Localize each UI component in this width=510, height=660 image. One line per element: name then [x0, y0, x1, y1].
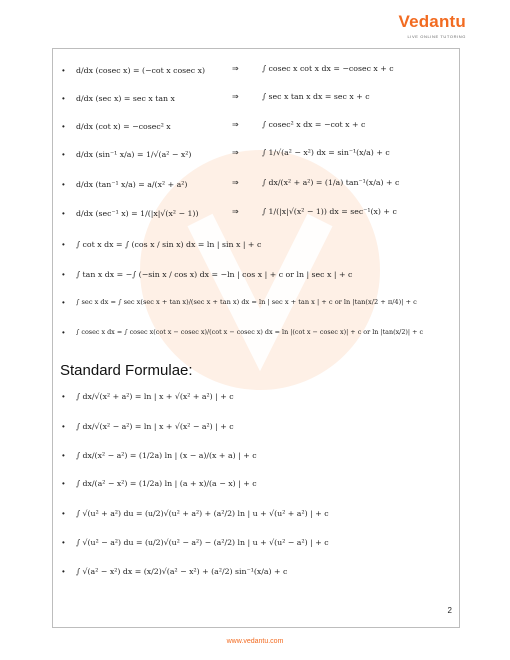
footer-link[interactable]: www.vedantu.com [226, 638, 284, 645]
implies-arrow-icon: ⇒ [232, 92, 239, 101]
bullet: • [62, 239, 65, 249]
implies-arrow-icon: ⇒ [232, 207, 239, 216]
bullet: • [62, 179, 65, 189]
formula-row [62, 471, 257, 495]
integral-row [62, 290, 417, 314]
standard-formula: ∫ √(u² + a²) du = (u/2)√(u² + a²) + (a²/2) ln | u + √(u² + a²) | + c [76, 508, 329, 518]
integral-formula: ∫ tan x dx = −∫ (−sin x / cos x) dx = −ln | cos x | + c or ln | sec x | + c [76, 269, 353, 279]
standard-formula: ∫ dx/√(x² − a²) = ln | x + √(x² − a²) | + c [76, 421, 234, 431]
bullet: • [62, 478, 65, 488]
formula-row [62, 559, 287, 583]
derivative-row [62, 172, 187, 196]
formula-row [62, 414, 234, 438]
bullet: • [62, 391, 65, 401]
bullet: • [62, 149, 65, 159]
bullet: • [62, 121, 65, 131]
derivative-lhs: d/dx (sec x) = sec x tan x [76, 93, 175, 103]
bullet: • [62, 450, 65, 460]
standard-formula: ∫ dx/√(x² + a²) = ln | x + √(x² + a²) | + c [76, 391, 234, 401]
derivative-lhs: d/dx (sec⁻¹ x) = 1/(|x|√(x² − 1)) [76, 208, 199, 218]
bullet: • [62, 65, 65, 75]
bullet: • [62, 93, 65, 103]
bullet: • [62, 297, 65, 307]
standard-formula: ∫ dx/(a² − x²) = (1/2a) ln | (a + x)/(a − x) | + c [76, 478, 257, 488]
integral-formula: ∫ sec x dx = ∫ sec x(sec x + tan x)/(sec x + tan x) dx = ln | sec x + tan x | + c or ln |tan(x/2 + π/4)| + c [76, 298, 417, 306]
standard-formula: ∫ dx/(x² − a²) = (1/2a) ln | (x − a)/(x + a) | + c [76, 450, 257, 460]
implies-arrow-icon: ⇒ [232, 64, 239, 73]
integral-rhs: ∫ dx/(x² + a²) = (1/a) tan⁻¹(x/a) + c [262, 178, 400, 187]
integral-rhs: ∫ cosec x cot x dx = −cosec x + c [262, 64, 394, 73]
integral-formula: ∫ cot x dx = ∫ (cos x / sin x) dx = ln | sin x | + c [76, 239, 262, 249]
derivative-lhs: d/dx (cot x) = −cosec² x [76, 121, 171, 131]
formula-row [62, 501, 329, 525]
integral-rhs: ∫ 1/√(a² − x²) dx = sin⁻¹(x/a) + c [262, 148, 390, 157]
integral-row [62, 320, 423, 344]
bullet: • [62, 537, 65, 547]
derivative-lhs: d/dx (sin⁻¹ x/a) = 1/√(a² − x²) [76, 149, 192, 159]
brand-tagline: LIVE ONLINE TUTORING [407, 34, 466, 39]
formula-row [62, 384, 234, 408]
derivative-row [62, 142, 191, 166]
bullet: • [62, 508, 65, 518]
derivative-lhs: d/dx (tan⁻¹ x/a) = a/(x² + a²) [76, 179, 188, 189]
formula-row [62, 443, 257, 467]
bullet: • [62, 327, 65, 337]
standard-formula: ∫ √(a² − x²) dx = (x/2)√(a² − x²) + (a²/2) sin⁻¹(x/a) + c [76, 566, 288, 576]
derivative-row [62, 58, 205, 82]
implies-arrow-icon: ⇒ [232, 120, 239, 129]
bullet: • [62, 208, 65, 218]
implies-arrow-icon: ⇒ [232, 178, 239, 187]
derivative-lhs: d/dx (cosec x) = (−cot x cosec x) [76, 65, 206, 75]
integral-row [62, 262, 352, 286]
integral-rhs: ∫ 1/(|x|√(x² − 1)) dx = sec⁻¹(x) + c [262, 207, 397, 216]
derivative-row [62, 114, 171, 138]
formula-row [62, 530, 329, 554]
integral-rhs: ∫ sec x tan x dx = sec x + c [262, 92, 370, 101]
integral-formula: ∫ cosec x dx = ∫ cosec x(cot x − cosec x)/(cot x − cosec x) dx = ln |(cot x − cosec x)| + c or ln |tan(x/2)| + c [76, 328, 424, 336]
page-number: 2 [447, 606, 452, 615]
bullet: • [62, 269, 65, 279]
integral-row [62, 232, 261, 256]
derivative-row [62, 201, 199, 225]
bullet: • [62, 421, 65, 431]
section-title: Standard Formulae: [60, 362, 193, 379]
integral-rhs: ∫ cosec² x dx = −cot x + c [262, 120, 366, 129]
derivative-row [62, 86, 175, 110]
bullet: • [62, 566, 65, 576]
brand-logo: Vedantu [398, 12, 466, 31]
implies-arrow-icon: ⇒ [232, 148, 239, 157]
standard-formula: ∫ √(u² − a²) du = (u/2)√(u² − a²) − (a²/2) ln | u + √(u² − a²) | + c [76, 537, 329, 547]
